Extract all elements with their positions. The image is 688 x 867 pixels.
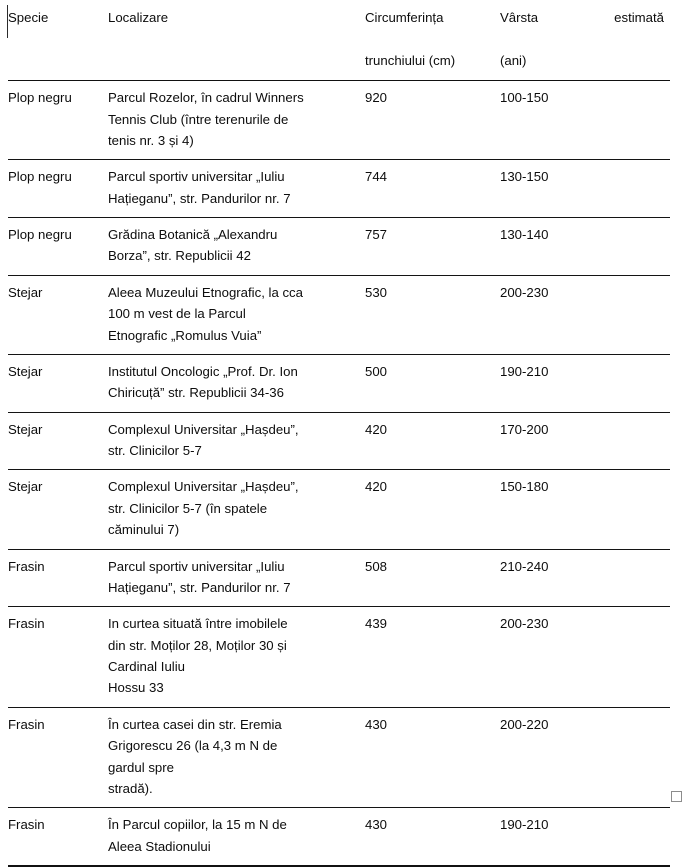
cell-localizare	[108, 81, 365, 160]
cell-specie	[8, 354, 108, 412]
cell-circumferinta	[365, 549, 500, 607]
cell-varsta	[500, 275, 670, 354]
cell-specie	[8, 218, 108, 276]
cell-circumferinta	[365, 354, 500, 412]
cell-varsta-text: 200-220	[500, 716, 549, 732]
cell-circumferinta	[365, 707, 500, 808]
cell-varsta	[500, 808, 670, 866]
column-header-localizare-label: Localizare	[108, 10, 169, 25]
cell-localizare	[108, 607, 365, 708]
cell-circumferinta	[365, 160, 500, 218]
cell-localizare-line: Parcul sportiv universitar „Iuliu	[108, 169, 285, 185]
cell-varsta-text: 100-150	[500, 90, 549, 106]
secular-trees-table	[8, 0, 670, 867]
table-row	[8, 275, 670, 354]
table-header-row	[8, 0, 670, 81]
column-header-circumferinta-line2: trunchiului (cm)	[365, 52, 456, 68]
table-row	[8, 470, 670, 549]
cell-localizare-line: Parcul Rozelor, în cadrul Winners	[108, 90, 304, 106]
cell-localizare-line: căminului 7)	[108, 522, 180, 538]
cell-localizare-line: str. Clinicilor 5-7 (în spatele	[108, 500, 268, 516]
column-header-specie	[8, 0, 108, 81]
cell-specie	[8, 275, 108, 354]
cell-varsta-text: 200-230	[500, 616, 549, 632]
cell-localizare	[108, 412, 365, 470]
cell-varsta	[500, 607, 670, 708]
column-header-varsta	[500, 0, 670, 81]
cell-localizare-line: str. Clinicilor 5-7	[108, 443, 202, 458]
cell-specie	[8, 707, 108, 808]
cell-specie-text: Stejar	[8, 363, 43, 379]
cell-specie-text: Stejar	[8, 479, 43, 495]
cell-varsta-text: 210-240	[500, 558, 549, 574]
cell-circumferinta-text: 744	[365, 169, 388, 185]
table-row	[8, 549, 670, 607]
column-header-varsta-line2: (ani)	[500, 52, 527, 68]
cell-varsta	[500, 354, 670, 412]
column-header-circumferinta-line1: Circumferința	[365, 10, 444, 25]
cell-specie	[8, 549, 108, 607]
cell-varsta-text: 150-180	[500, 479, 549, 495]
cell-localizare-line: Hațieganu”, str. Pandurilor nr. 7	[108, 190, 291, 206]
cell-specie	[8, 607, 108, 708]
cell-localizare-line: stradă).	[108, 780, 153, 796]
cell-specie	[8, 160, 108, 218]
cell-localizare	[108, 354, 365, 412]
table-row	[8, 707, 670, 808]
cell-localizare-line: gardul spre	[108, 759, 174, 775]
cell-specie-text: Stejar	[8, 284, 43, 300]
cell-localizare-line: Cardinal Iuliu	[108, 659, 185, 674]
column-header-specie-label: Specie	[8, 10, 49, 25]
cell-specie-text: Frasin	[8, 558, 45, 574]
cell-localizare-line: Etnografic „Romulus Vuia”	[108, 327, 262, 343]
cell-circumferinta-text: 430	[365, 716, 388, 732]
cell-localizare-line: Complexul Universitar „Hașdeu”,	[108, 479, 299, 495]
cell-localizare-line: Borza”, str. Republicii 42	[108, 248, 251, 264]
cell-circumferinta-text: 920	[365, 90, 388, 106]
cell-localizare	[108, 470, 365, 549]
cell-localizare	[108, 549, 365, 607]
cell-circumferinta	[365, 470, 500, 549]
cell-localizare	[108, 218, 365, 276]
cell-localizare-line: Grigorescu 26 (la 4,3 m N de	[108, 738, 278, 754]
cell-circumferinta	[365, 412, 500, 470]
cell-varsta	[500, 412, 670, 470]
cell-localizare-line: Chiricuță” str. Republicii 34-36	[108, 385, 284, 401]
table-row	[8, 81, 670, 160]
cell-localizare	[108, 707, 365, 808]
cell-specie-text: Stejar	[8, 421, 43, 437]
cell-localizare-line: Complexul Universitar „Hașdeu”,	[108, 421, 299, 437]
cell-circumferinta-text: 420	[365, 479, 388, 495]
cell-localizare-line: Hațieganu”, str. Pandurilor nr. 7	[108, 579, 291, 595]
cell-varsta-text: 190-210	[500, 817, 549, 833]
cell-varsta-text: 190-210	[500, 363, 549, 379]
cell-localizare-line: 100 m vest de la Parcul	[108, 306, 246, 322]
cell-circumferinta-text: 508	[365, 558, 388, 574]
cell-varsta	[500, 81, 670, 160]
cell-localizare	[108, 275, 365, 354]
cell-localizare-line: Tennis Club (între terenurile de	[108, 111, 289, 127]
cell-circumferinta-text: 430	[365, 817, 388, 833]
cell-localizare	[108, 160, 365, 218]
cell-localizare-line: Aleea Stadionului	[108, 838, 211, 854]
cell-varsta	[500, 218, 670, 276]
cell-localizare-line: Institutul Oncologic „Prof. Dr. Ion	[108, 363, 298, 379]
cell-localizare-line: Hossu 33	[108, 680, 164, 696]
cell-circumferinta	[365, 218, 500, 276]
cell-localizare-line: din str. Moților 28, Moților 30 și	[108, 637, 287, 653]
cell-circumferinta-text: 439	[365, 616, 388, 632]
table-row	[8, 607, 670, 708]
cell-specie-text: Plop negru	[8, 90, 72, 106]
resize-handle[interactable]	[671, 791, 682, 802]
cell-circumferinta-text: 420	[365, 421, 388, 437]
cell-localizare-line: In curtea situată între imobilele	[108, 616, 288, 632]
cell-circumferinta	[365, 81, 500, 160]
cell-varsta	[500, 160, 670, 218]
cell-localizare	[108, 808, 365, 866]
cell-varsta-text: 170-200	[500, 421, 549, 437]
cell-localizare-line: În curtea casei din str. Eremia	[108, 716, 282, 732]
cell-specie-text: Frasin	[8, 616, 45, 632]
cell-varsta-text: 130-140	[500, 227, 549, 242]
cell-localizare-line: Grădina Botanică „Alexandru	[108, 227, 278, 242]
cell-specie	[8, 81, 108, 160]
cell-circumferinta	[365, 808, 500, 866]
cell-localizare-line: Parcul sportiv universitar „Iuliu	[108, 558, 285, 574]
table-header	[8, 0, 670, 81]
table-row	[8, 412, 670, 470]
cell-specie	[8, 470, 108, 549]
cell-varsta-text: 130-150	[500, 169, 549, 185]
table-body	[8, 81, 670, 866]
cell-circumferinta	[365, 275, 500, 354]
cell-localizare-line: tenis nr. 3 și 4)	[108, 132, 194, 148]
cell-specie	[8, 412, 108, 470]
cell-varsta	[500, 549, 670, 607]
column-header-localizare	[108, 0, 365, 81]
cell-localizare-line: În Parcul copiilor, la 15 m N de	[108, 817, 287, 833]
cell-circumferinta-text: 757	[365, 227, 388, 242]
cell-localizare-line: Aleea Muzeului Etnografic, la cca	[108, 284, 303, 300]
cell-specie-text: Frasin	[8, 716, 45, 732]
cell-specie-text: Plop negru	[8, 169, 72, 185]
table-row	[8, 808, 670, 866]
cell-varsta	[500, 707, 670, 808]
cell-specie	[8, 808, 108, 866]
table-row	[8, 354, 670, 412]
cell-circumferinta-text: 530	[365, 284, 388, 300]
cell-varsta-text: 200-230	[500, 284, 549, 300]
column-header-varsta-line1: Vârsta estimată	[500, 10, 664, 25]
table-row	[8, 218, 670, 276]
column-header-circumferinta	[365, 0, 500, 81]
cell-circumferinta-text: 500	[365, 363, 388, 379]
cell-specie-text: Plop negru	[8, 227, 72, 242]
cell-varsta	[500, 470, 670, 549]
cell-circumferinta	[365, 607, 500, 708]
table-row	[8, 160, 670, 218]
cell-specie-text: Frasin	[8, 817, 45, 833]
